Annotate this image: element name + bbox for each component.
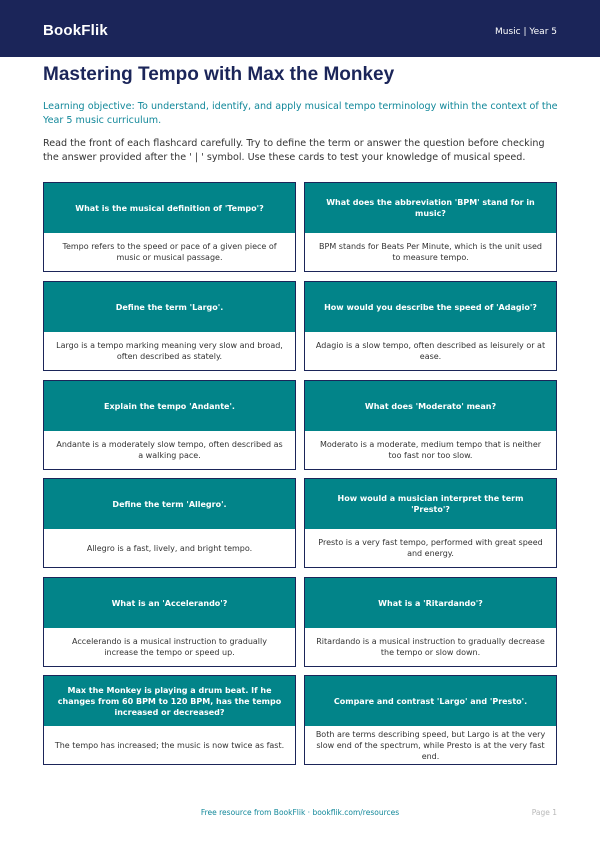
learning-objective: Learning objective: To understand, identify, and apply musical tempo terminology within the context of the Year 5 music curriculum. (43, 101, 558, 126)
flashcard-front: How would a musician interpret the term 'Presto'? (305, 479, 556, 529)
flashcard (43, 675, 296, 765)
flashcard-back: Moderato is a moderate, medium tempo that is neither too fast nor too slow. (319, 440, 542, 460)
flashcard (304, 182, 557, 272)
flashcard (304, 380, 557, 470)
flashcard (304, 675, 557, 765)
flashcard-back: Adagio is a slow tempo, often described as leisurely or at ease. (315, 341, 546, 361)
flashcard (304, 281, 557, 371)
flashcard-back: The tempo has increased; the music is now twice as fast. (54, 740, 285, 750)
flashcard (43, 380, 296, 470)
flashcard (43, 577, 296, 667)
flashcard-front: How would you describe the speed of 'Adagio'? (305, 282, 556, 332)
flashcard-front: What is an 'Accelerando'? (44, 578, 295, 628)
page-number: Page 1 (531, 808, 557, 817)
instructions: Read the front of each flashcard carefully. Try to define the term or answer the question before checking the answer provided after the ' | ' symbol. Use these cards to test your knowledge of musical speed. (43, 138, 545, 163)
flashcard-back: Both are terms describing speed, but Largo is at the very slow end of the spectrum, while Presto is at the very fast end. (315, 729, 546, 761)
subject-year-label: Music | Year 5 (494, 27, 557, 37)
flashcard-back: Presto is a very fast tempo, performed with great speed and energy. (318, 538, 543, 558)
flashcard-back: BPM stands for Beats Per Minute, which is the unit used to measure tempo. (319, 242, 542, 262)
brand-logo[interactable]: BookFlik (43, 22, 108, 39)
flashcard-front: Compare and contrast 'Largo' and 'Presto'. (305, 676, 556, 726)
flashcard (43, 182, 296, 272)
flashcard-front: What does 'Moderato' mean? (305, 381, 556, 431)
flashcard-back: Ritardando is a musical instruction to gradually decrease the tempo or slow down. (316, 637, 545, 657)
flashcard-front: Define the term 'Allegro'. (44, 479, 295, 529)
page-title: Mastering Tempo with Max the Monkey (43, 64, 395, 85)
flashcard (43, 478, 296, 568)
flashcard-front: What does the abbreviation 'BPM' stand for in music? (305, 183, 556, 233)
flashcard-front: Max the Monkey is playing a drum beat. If he changes from 60 BPM to 120 BPM, has the tempo increased or decreased? (44, 676, 295, 726)
flashcard-front: Define the term 'Largo'. (44, 282, 295, 332)
flashcard-back: Allegro is a fast, lively, and bright tempo. (86, 543, 253, 553)
flashcard-front: Explain the tempo 'Andante'. (44, 381, 295, 431)
flashcard-front: What is a 'Ritardando'? (305, 578, 556, 628)
flashcard-back: Largo is a tempo marking meaning very slow and broad, often described as stately. (56, 341, 283, 361)
flashcard-front: What is the musical definition of 'Tempo'? (44, 183, 295, 233)
flashcard (304, 478, 557, 568)
flashcard (304, 577, 557, 667)
flashcard-back: Accelerando is a musical instruction to gradually increase the tempo or speed up. (72, 637, 267, 657)
flashcard-back: Tempo refers to the speed or pace of a given piece of music or musical passage. (62, 242, 277, 262)
page-header (0, 0, 600, 57)
footer-resource-link[interactable]: Free resource from BookFlik · bookflik.com/resources (200, 808, 400, 817)
flashcard-back: Andante is a moderately slow tempo, often described as a walking pace. (56, 440, 283, 460)
flashcard (43, 281, 296, 371)
